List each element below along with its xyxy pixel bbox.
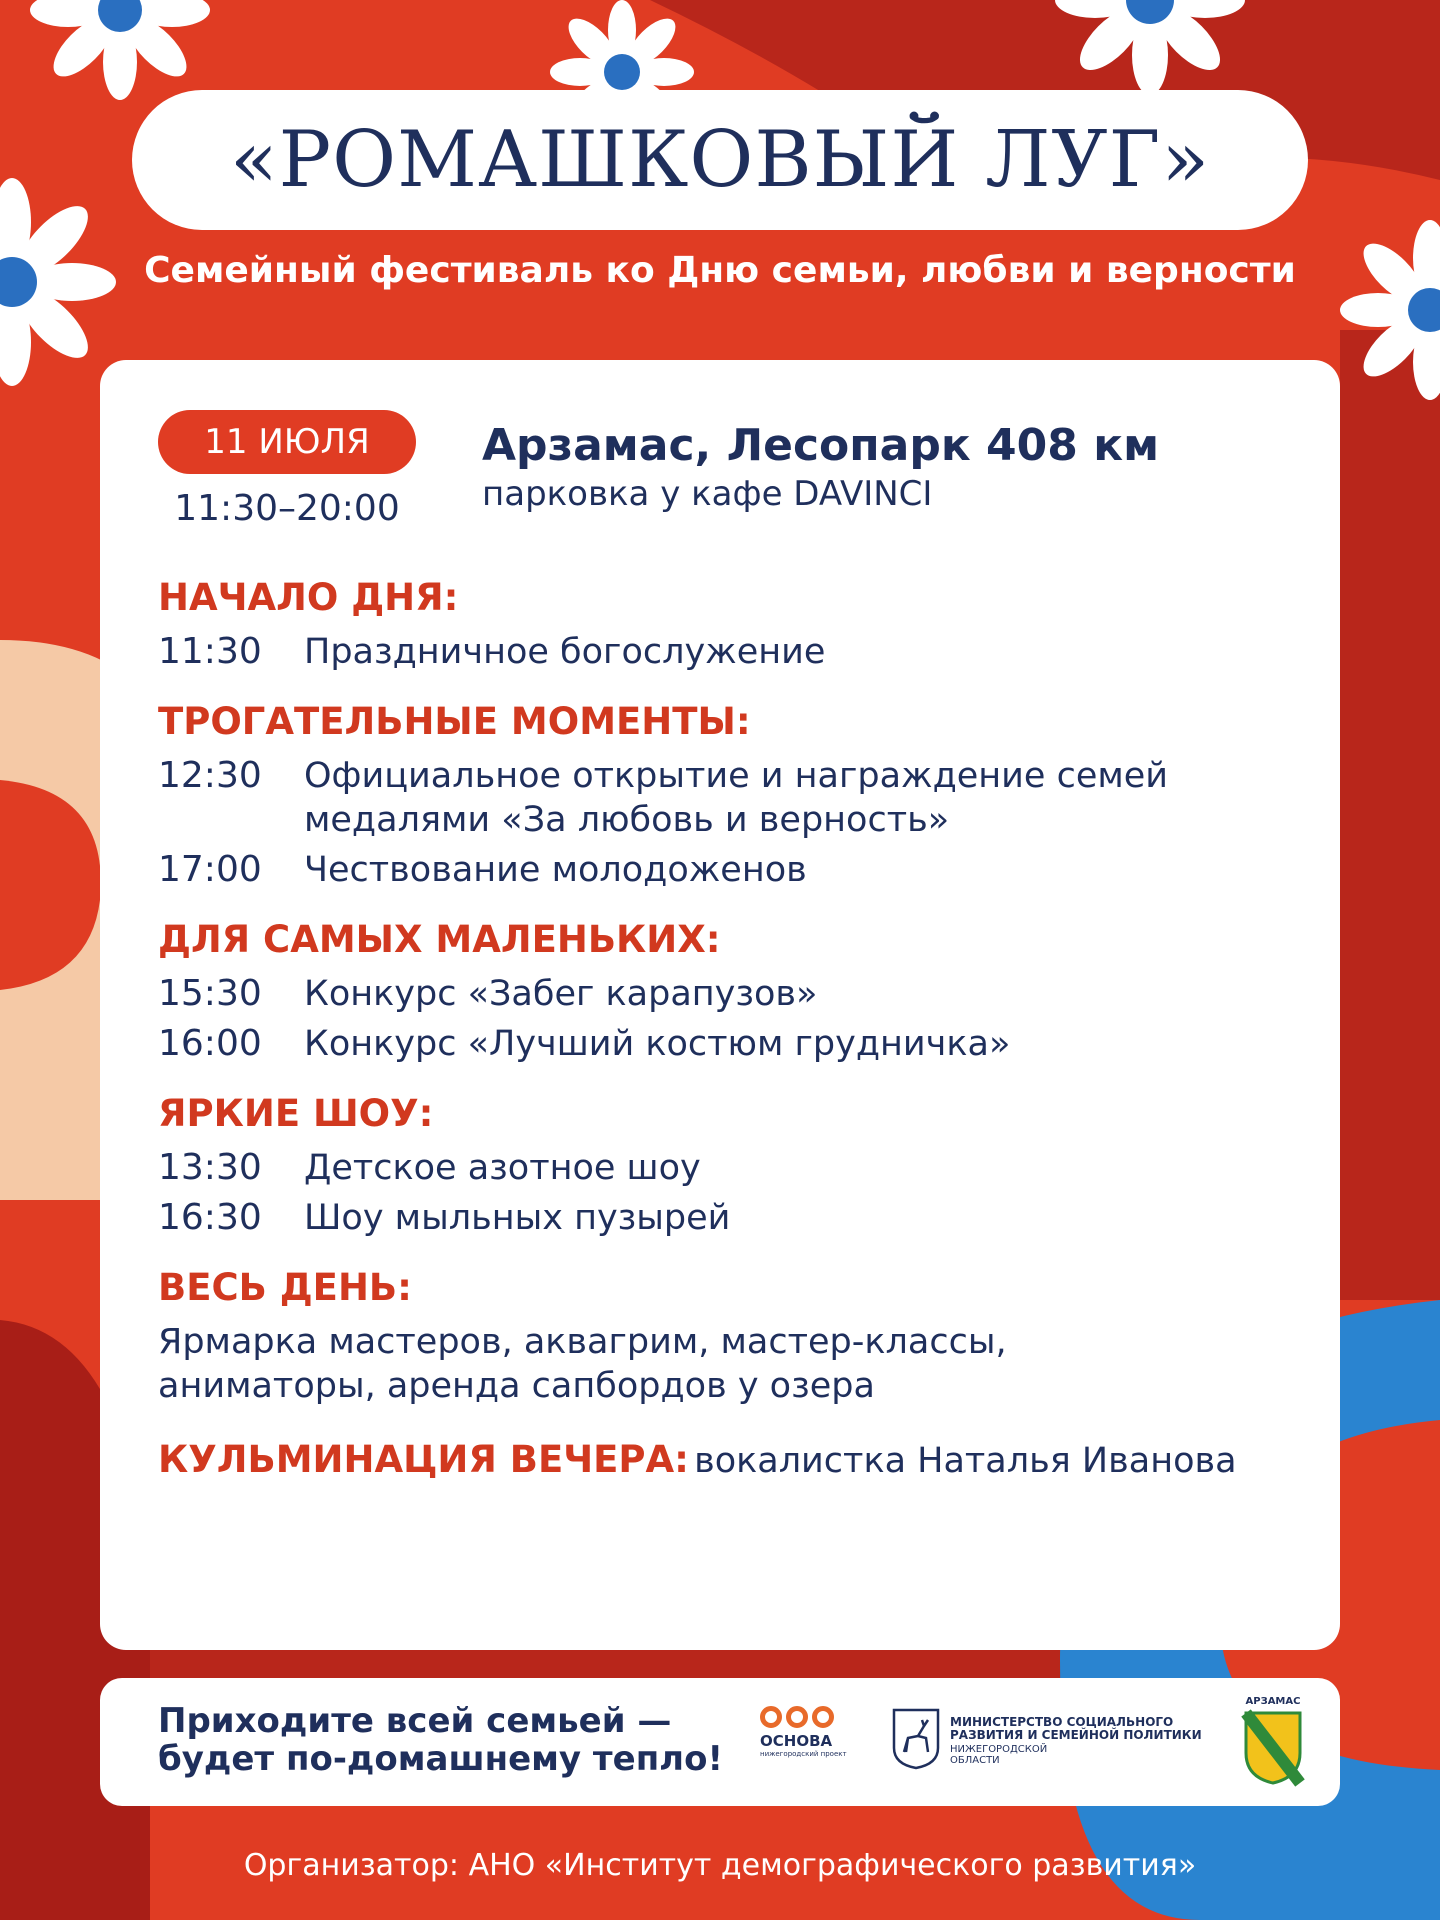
organizer-line: Организатор: АНО «Институт демографического развития» (243, 1848, 1197, 1883)
program-item (158, 1146, 1308, 1190)
section-all-day (158, 1262, 1308, 1408)
deer-shield-icon (892, 1708, 940, 1770)
finale-label: КУЛЬМИНАЦИЯ ВЕЧЕРА: (158, 1438, 689, 1481)
program-item (158, 630, 1308, 674)
program-item (158, 754, 1308, 842)
section-title: НАЧАЛО ДНЯ: (158, 576, 459, 619)
section-for-little-ones (158, 914, 1308, 1066)
section-title: ВЕСЬ ДЕНЬ: (158, 1266, 412, 1309)
section-touching-moments (158, 696, 1308, 892)
slogan: Приходите всей семьей — будет по-домашнему тепло! (158, 1701, 723, 1779)
osnova-logo-text: ОСНОВА (760, 1732, 833, 1750)
program-item (158, 1196, 1308, 1240)
program-card (100, 360, 1340, 1650)
item-time: 16:30 (158, 1197, 262, 1238)
section-title: ДЛЯ САМЫХ МАЛЕНЬКИХ: (158, 918, 721, 961)
event-time: 11:30–20:00 (174, 488, 400, 529)
item-description: Официальное открытие и награждение семей медалями «За любовь и верность» (304, 756, 1169, 840)
date-badge: 11 ИЮЛЯ (158, 410, 416, 474)
finale-line (158, 1438, 1308, 1481)
ministry-logo-text: МИНИСТЕРСТВО СОЦИАЛЬНОГО РАЗВИТИЯ И СЕМЕЙНОЙ ПОЛИТИКИ (950, 1715, 1202, 1742)
arzamas-logo-text: АРЗАМАС (1245, 1696, 1301, 1707)
program-item (158, 972, 1308, 1016)
osnova-mark-icon (760, 1706, 850, 1728)
item-description: Конкурс «Лучший костюм грудничка» (304, 1024, 1011, 1064)
section-title: ТРОГАТЕЛЬНЫЕ МОМЕНТЫ: (158, 700, 751, 743)
osnova-logo-subtext: нижегородский проект (760, 1750, 847, 1758)
footer-card (100, 1678, 1340, 1806)
section-bright-shows (158, 1088, 1308, 1240)
item-time: 16:00 (158, 1023, 262, 1064)
section-title: ЯРКИЕ ШОУ: (158, 1092, 434, 1135)
event-place: Арзамас, Лесопарк 408 км (482, 420, 1160, 471)
item-description: Шоу мыльных пузырей (304, 1198, 731, 1238)
arzamas-coat-of-arms-icon (1238, 1707, 1308, 1787)
item-description: Детское азотное шоу (304, 1148, 701, 1188)
ministry-logo-subtext: НИЖЕГОРОДСКОЙ ОБЛАСТИ (950, 1744, 1048, 1766)
event-place-detail: парковка у кафе DAVINCI (482, 474, 933, 514)
program-item (158, 1022, 1308, 1066)
ministry-logo (892, 1708, 1222, 1778)
daisy-icon (30, 0, 210, 100)
program-sections (158, 572, 1308, 1481)
item-time: 13:30 (158, 1147, 262, 1188)
page-subtitle: Семейный фестиваль ко Дню семьи, любви и верности (144, 250, 1296, 291)
item-time: 11:30 (158, 631, 262, 672)
section-start-of-day (158, 572, 1308, 674)
item-time: 17:00 (158, 849, 262, 890)
item-description: Праздничное богослужение (304, 632, 826, 672)
osnova-logo (760, 1706, 850, 1786)
title-banner (132, 90, 1308, 230)
all-day-text: Ярмарка мастеров, аквагрим, мастер-классы, аниматоры, аренда сапбордов у озера (158, 1322, 1007, 1406)
arzamas-logo (1238, 1696, 1308, 1796)
page-title: «РОМАШКОВЫЙ ЛУГ» (229, 115, 1211, 205)
program-item (158, 848, 1308, 892)
item-description: Чествование молодоженов (304, 850, 807, 890)
finale-value: вокалистка Наталья Иванова (694, 1441, 1237, 1481)
dark-red-band-right (1340, 330, 1440, 1300)
item-description: Конкурс «Забег карапузов» (304, 974, 818, 1014)
item-time: 12:30 (158, 755, 262, 796)
item-time: 15:30 (158, 973, 262, 1014)
